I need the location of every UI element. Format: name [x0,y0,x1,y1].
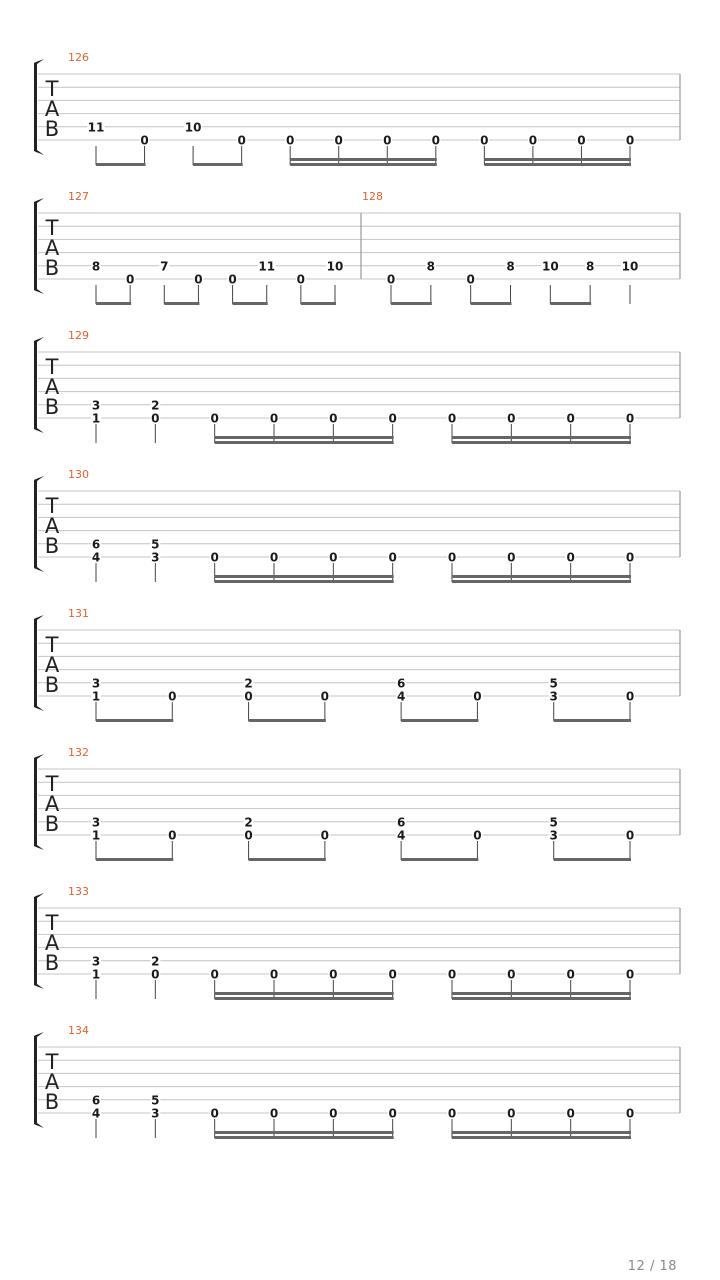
tab-clef-letter: B [44,812,60,836]
fret-number: 0 [507,967,516,982]
fret-number: 0 [447,967,457,982]
system-bracket [34,754,44,850]
fret-number: 5 [151,537,160,552]
fret-number: 0 [140,133,149,148]
fret-number: 0 [286,133,295,148]
tab-clef-letter: T [45,494,59,518]
fret-number: 1 [91,967,101,982]
system-bracket [34,615,44,711]
fret-number: 0 [507,411,516,426]
fret-number: 0 [388,967,397,982]
fret-number: 2 [151,398,160,413]
tab-system [34,885,680,1000]
fret-number: 0 [625,828,635,843]
tab-clef-letter: A [44,236,60,260]
fret-number: 0 [329,411,338,426]
measure-number: 133 [68,885,89,898]
tab-clef-letter: B [44,395,60,419]
beam [233,302,268,305]
tab-system [34,607,680,722]
fret-number: 0 [625,133,635,148]
fret-number: 0 [244,828,253,843]
measure-number: 134 [68,1024,89,1037]
fret-number: 0 [388,550,397,565]
fret-number: 4 [91,550,101,565]
fret-number: 1 [91,689,101,704]
fret-number: 0 [269,411,279,426]
measure-number: 126 [68,51,89,64]
fret-number: 0 [194,272,203,287]
fret-number: 0 [447,411,457,426]
tab-clef-letter: T [45,216,59,240]
fret-number: 0 [125,272,135,287]
tab-clef-letter: A [44,514,60,538]
beam [215,1136,394,1139]
tab-clef-letter: A [44,97,60,121]
fret-number: 10 [621,259,639,274]
tab-system [34,468,680,583]
fret-number: 0 [388,411,397,426]
beam [215,992,394,995]
fret-number: 3 [549,828,558,843]
fret-number: 0 [473,689,482,704]
fret-number: 0 [237,133,246,148]
fret-number: 0 [566,1106,575,1121]
fret-number: 8 [91,259,101,274]
fret-number: 6 [91,537,101,552]
fret-number: 0 [528,133,538,148]
beam [215,436,394,439]
beam [452,580,631,583]
fret-number: 0 [269,1106,279,1121]
beam [96,163,146,166]
fret-number: 0 [168,828,177,843]
beam [401,719,478,722]
measure-number: 132 [68,746,89,759]
system-bracket [34,1032,44,1128]
measure-number: 129 [68,329,89,342]
fret-number: 0 [269,967,279,982]
fret-number: 0 [566,411,575,426]
fret-number: 10 [541,259,559,274]
beam [452,997,631,1000]
fret-number: 6 [91,1093,101,1108]
tab-clef-letter: T [45,355,59,379]
fret-number: 0 [577,133,586,148]
fret-number: 5 [549,676,558,691]
beam [452,436,631,439]
beam [249,858,326,861]
tab-clef-letter: T [45,772,59,796]
tab-system [34,190,680,305]
beam [290,158,437,161]
system-bracket [34,337,44,433]
beam [452,1136,631,1139]
beam [96,719,173,722]
system-bracket [34,59,44,155]
beam [215,580,394,583]
fret-number: 10 [184,120,202,135]
fret-number: 0 [329,967,338,982]
tab-clef-letter: T [45,77,59,101]
fret-number: 3 [549,689,558,704]
fret-number: 0 [386,272,396,287]
measure-number: 130 [68,468,89,481]
fret-number: 10 [326,259,344,274]
fret-number: 4 [396,828,406,843]
fret-number: 0 [210,411,219,426]
beam [471,302,512,305]
tab-clef-letter: B [44,673,60,697]
fret-number: 0 [383,133,392,148]
fret-number: 4 [396,689,406,704]
system-bracket [34,893,44,989]
fret-number: 0 [625,1106,635,1121]
measure-number: 131 [68,607,89,620]
tab-clef-letter: T [45,1050,59,1074]
fret-number: 1 [91,411,101,426]
fret-number: 0 [473,828,482,843]
fret-number: 3 [151,550,160,565]
fret-number: 0 [151,967,160,982]
fret-number: 0 [210,1106,219,1121]
fret-number: 0 [566,967,575,982]
beam [452,575,631,578]
tab-system [34,51,680,166]
tab-clef-letter: B [44,256,60,280]
fret-number: 8 [506,259,515,274]
measure-number: 128 [362,190,383,203]
page-number: 12 / 18 [627,1259,677,1274]
fret-number: 0 [431,133,440,148]
beam [164,302,199,305]
tab-clef-letter: A [44,931,60,955]
tab-clef-letter: A [44,792,60,816]
fret-number: 0 [269,550,279,565]
beam [96,858,173,861]
beam [452,441,631,444]
tab-clef-letter: A [44,653,60,677]
system-bracket [34,476,44,572]
fret-number: 0 [320,828,330,843]
fret-number: 3 [91,398,101,413]
fret-number: 8 [426,259,436,274]
tab-clef-letter: T [45,633,59,657]
beam [452,992,631,995]
fret-number: 3 [151,1106,160,1121]
beam [550,302,591,305]
fret-number: 2 [244,676,253,691]
fret-number: 2 [244,815,253,830]
fret-number: 0 [151,411,160,426]
fret-number: 5 [151,1093,160,1108]
fret-number: 0 [625,689,635,704]
fret-number: 0 [296,272,306,287]
tab-clef-letter: A [44,1070,60,1094]
tab-system [34,329,680,444]
tab-clef-letter: B [44,534,60,558]
fret-number: 1 [91,828,101,843]
beam [193,163,243,166]
fret-number: 0 [466,272,475,287]
fret-number: 0 [334,133,343,148]
fret-number: 5 [549,815,558,830]
fret-number: 3 [91,676,101,691]
fret-number: 0 [388,1106,397,1121]
fret-number: 0 [625,967,635,982]
tab-clef-letter: T [45,911,59,935]
fret-number: 0 [447,1106,457,1121]
fret-number: 6 [396,815,406,830]
fret-number: 0 [329,1106,338,1121]
beam [290,163,437,166]
beam [96,302,131,305]
fret-number: 3 [91,815,101,830]
fret-number: 0 [210,967,219,982]
fret-number: 0 [566,550,575,565]
beam [484,163,631,166]
fret-number: 7 [160,259,169,274]
fret-number: 0 [625,550,635,565]
fret-number: 0 [168,689,177,704]
beam [401,858,478,861]
measure-number: 127 [68,190,89,203]
fret-number: 0 [210,550,219,565]
tab-system [34,746,680,861]
tab-clef-letter: B [44,117,60,141]
beam [554,719,631,722]
tab-clef-letter: B [44,1090,60,1114]
fret-number: 0 [507,550,516,565]
beam [301,302,336,305]
beam [452,1131,631,1134]
fret-number: 0 [480,133,489,148]
tab-clef-letter: A [44,375,60,399]
fret-number: 0 [447,550,457,565]
beam [215,997,394,1000]
fret-number: 2 [151,954,160,969]
beam [391,302,432,305]
fret-number: 3 [91,954,101,969]
tab-system [34,1024,680,1139]
beam [484,158,631,161]
fret-number: 11 [87,120,105,135]
beam [554,858,631,861]
beam [215,441,394,444]
fret-number: 0 [329,550,338,565]
beam [215,575,394,578]
system-bracket [34,198,44,294]
fret-number: 11 [258,259,276,274]
fret-number: 0 [228,272,237,287]
beam [215,1131,394,1134]
fret-number: 6 [396,676,406,691]
fret-number: 8 [585,259,595,274]
fret-number: 4 [91,1106,101,1121]
fret-number: 0 [507,1106,516,1121]
fret-number: 0 [625,411,635,426]
fret-number: 0 [320,689,330,704]
fret-number: 0 [244,689,253,704]
beam [249,719,326,722]
tab-clef-letter: B [44,951,60,975]
